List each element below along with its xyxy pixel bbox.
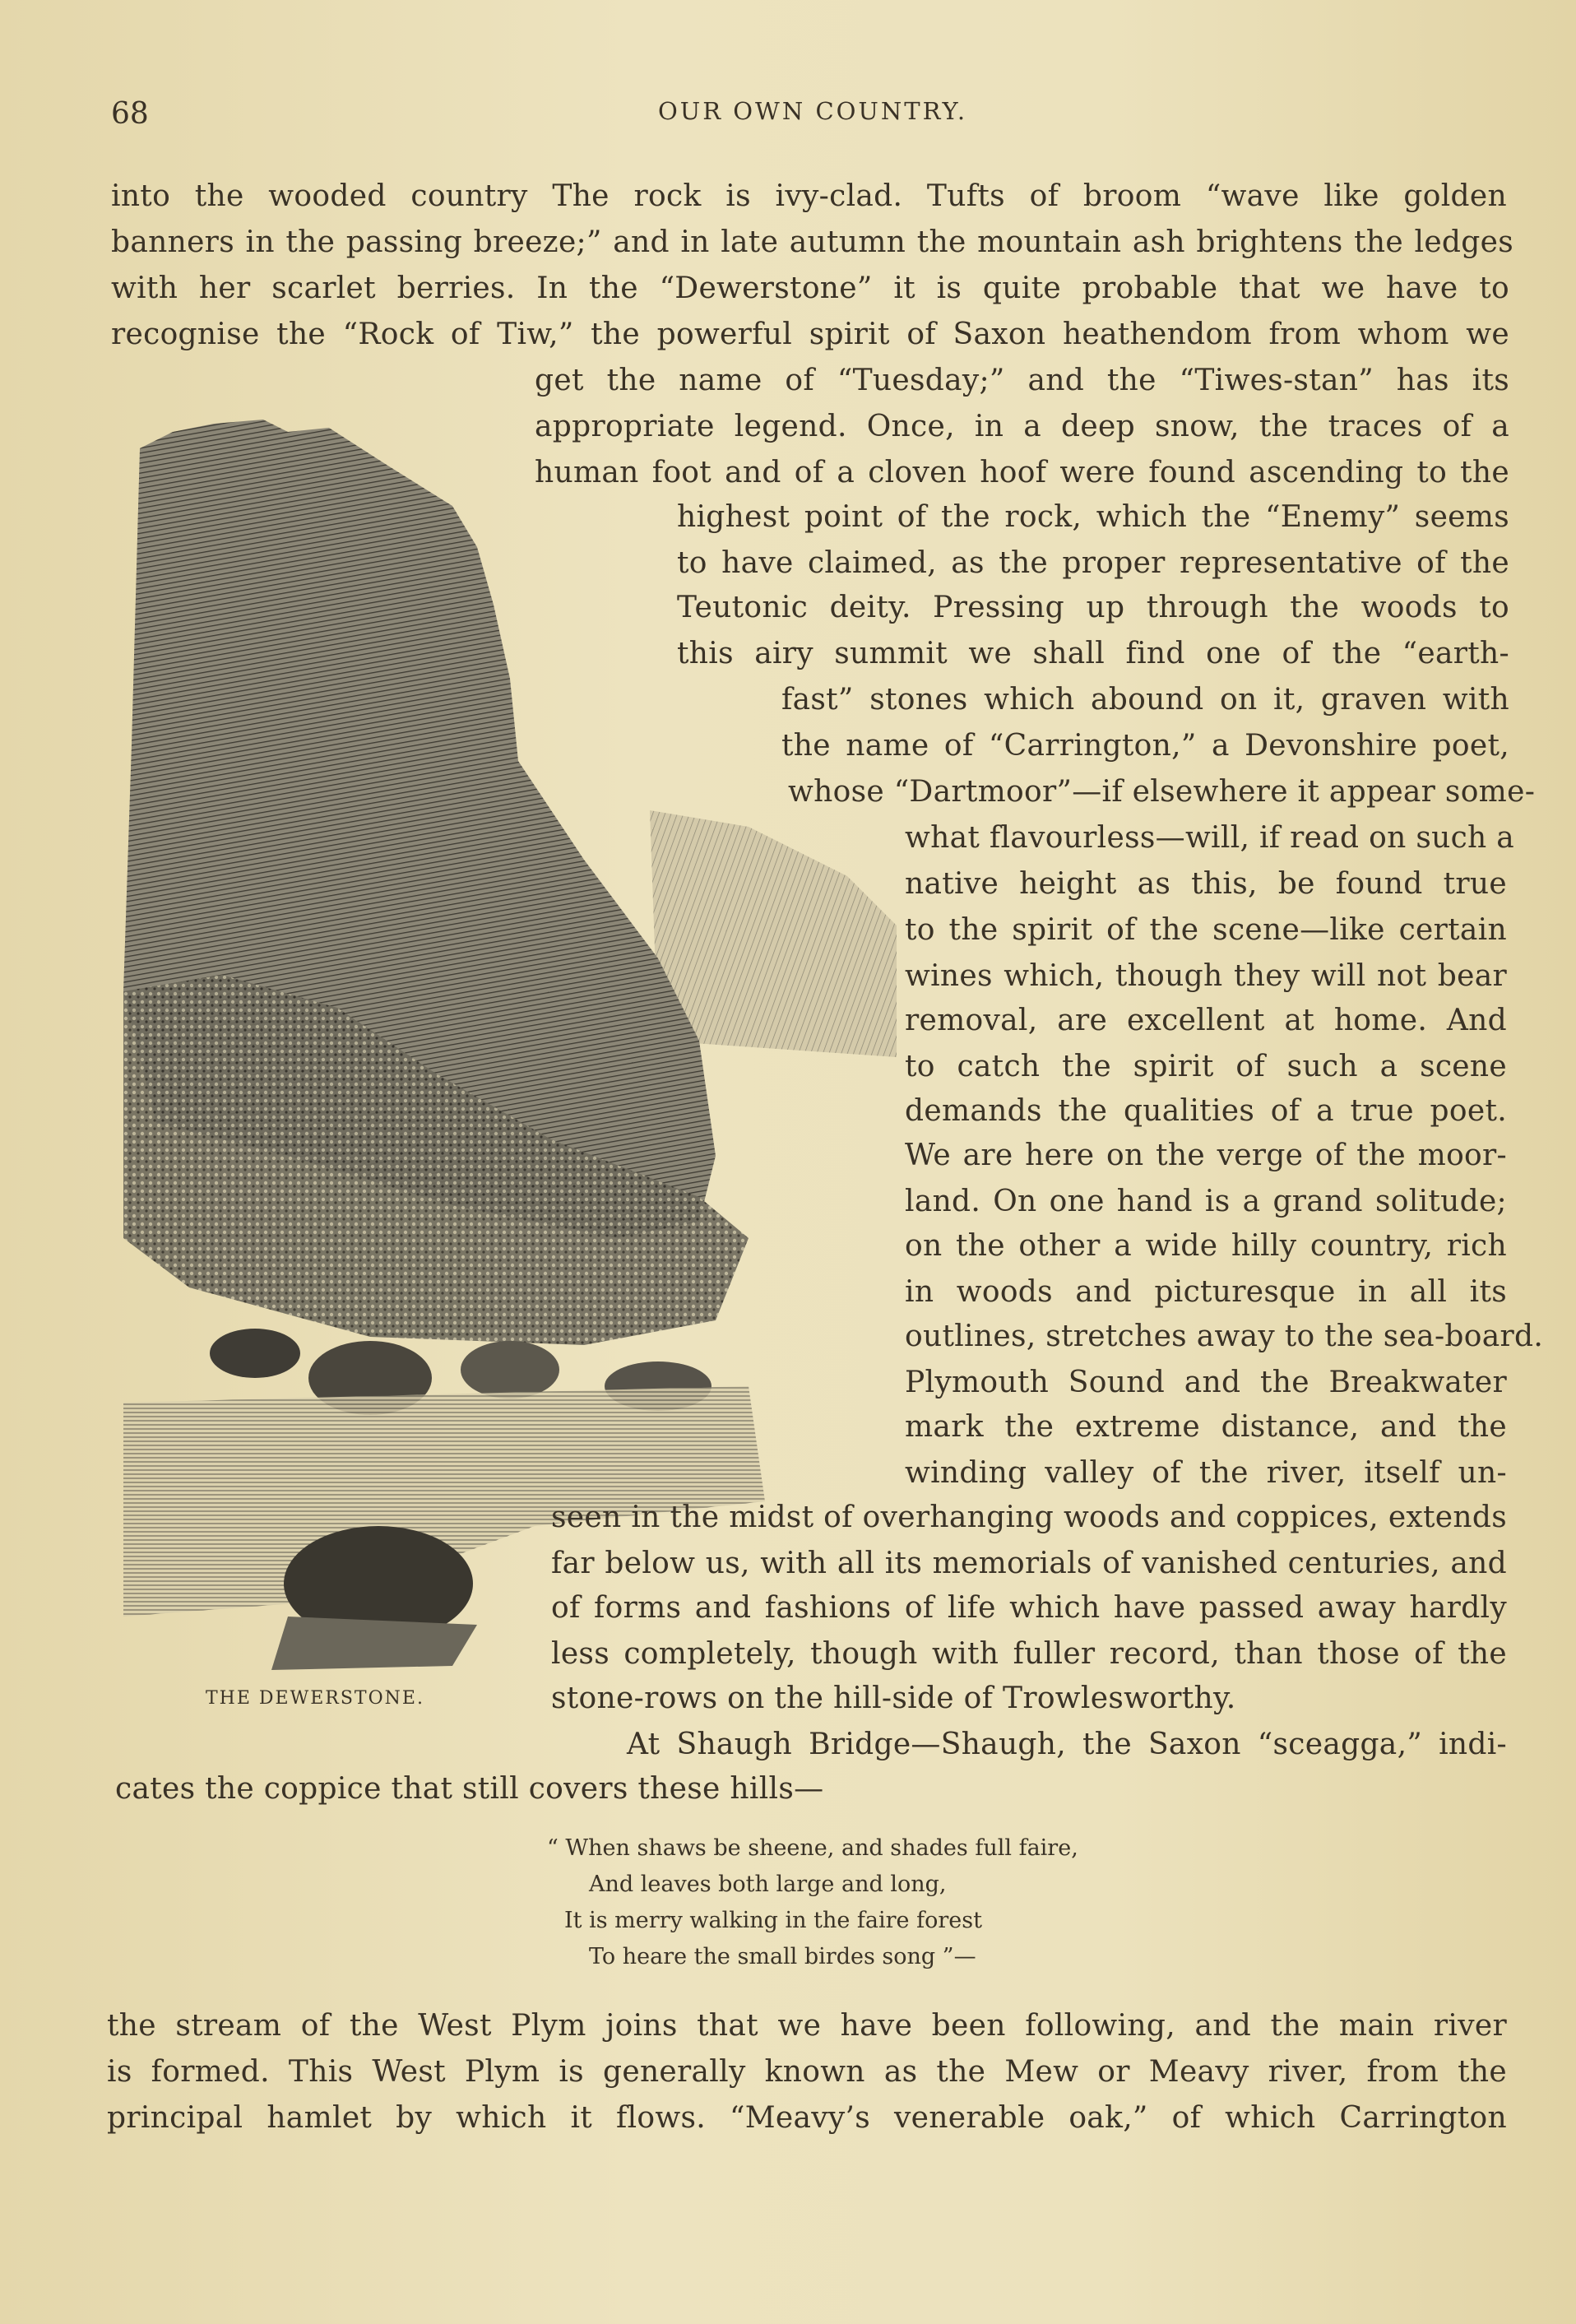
text-line: demands the qualities of a true poet. [905,1094,1507,1128]
text-line: this airy summit we shall find one of the “earth- [677,637,1509,670]
text-line: mark the extreme distance, and the [905,1410,1507,1444]
text-line: fast” stones which abound on it, graven with [781,683,1509,717]
figure-caption: THE DEWERSTONE. [206,1688,424,1709]
verse-line: And leaves both large and long, [589,1872,947,1897]
text-line: the name of “Carrington,” a Devonshire poet, [781,729,1509,763]
text-line: recognise the “Rock of Tiw,” the powerful spirit of Saxon heathendom from whom we [111,318,1509,351]
text-line: to have claimed, as the proper representative of the [677,546,1509,580]
text-line: on the other a wide hilly country, rich [905,1229,1507,1263]
text-line: native height as this, be found true [905,867,1507,901]
verse-line: It is merry walking in the faire forest [564,1908,982,1933]
text-line: far below us, with all its memorials of vanished centuries, and [551,1547,1507,1580]
text-line: wines which, though they will not bear [905,959,1507,993]
text-line: stone-rows on the hill-side of Trowlesworthy. [551,1682,1236,1715]
text-line: get the name of “Tuesday;” and the “Tiwes-stan” has its [535,364,1509,397]
text-line: winding valley of the river, itself un- [905,1456,1507,1490]
text-line: land. On one hand is a grand solitude; [905,1185,1507,1218]
text-line: Plymouth Sound and the Breakwater [905,1366,1507,1399]
text-line: with her scarlet berries. In the “Dewerstone” it is quite probable that we have to [111,271,1509,305]
text-line: At Shaugh Bridge—Shaugh, the Saxon “sceagga,” indi- [627,1728,1507,1761]
text-line: in woods and picturesque in all its [905,1275,1507,1309]
text-line: banners in the passing breeze;” and in late autumn the mountain ash brightens the ledges [111,225,1513,259]
text-line: to catch the spirit of such a scene [905,1050,1507,1083]
text-line: We are here on the verge of the moor- [905,1139,1507,1172]
text-line: what flavourless—will, if read on such a [905,821,1515,855]
text-line: highest point of the rock, which the “Enemy” seems [677,500,1509,534]
text-line: whose “Dartmoor”—if elsewhere it appear some- [788,775,1536,809]
text-line: the stream of the West Plym joins that we have been following, and the main river [107,2009,1507,2043]
text-line: Teutonic deity. Pressing up through the woods to [677,591,1509,624]
running-title: OUR OWN COUNTRY. [658,97,968,125]
text-line: human foot and of a cloven hoof were found ascending to the [535,456,1509,489]
page-number: 68 [111,97,149,131]
text-line: of forms and fashions of life which have passed away hardly [551,1591,1507,1625]
text-line: principal hamlet by which it flows. “Meavy’s venerable oak,” of which Carrington [107,2101,1507,2135]
verse-line: To heare the small birdes song ”— [589,1944,976,1969]
text-line: outlines, stretches away to the sea-board. [905,1320,1544,1353]
text-line: into the wooded country The rock is ivy-clad. Tufts of broom “wave like golden [111,179,1507,213]
text-line: cates the coppice that still covers these hills— [115,1772,824,1806]
text-line: seen in the midst of overhanging woods and coppices, extends [551,1501,1507,1534]
text-line: less completely, though with fuller record, than those of the [551,1637,1507,1671]
text-line: appropriate legend. Once, in a deep snow, the traces of a [535,410,1509,443]
verse-line: “ When shaws be sheene, and shades full faire, [547,1835,1078,1861]
text-line: removal, are excellent at home. And [905,1004,1507,1037]
text-line: is formed. This West Plym is generally known as the Mew or Meavy river, from the [107,2055,1507,2089]
text-line: to the spirit of the scene—like certain [905,913,1507,947]
